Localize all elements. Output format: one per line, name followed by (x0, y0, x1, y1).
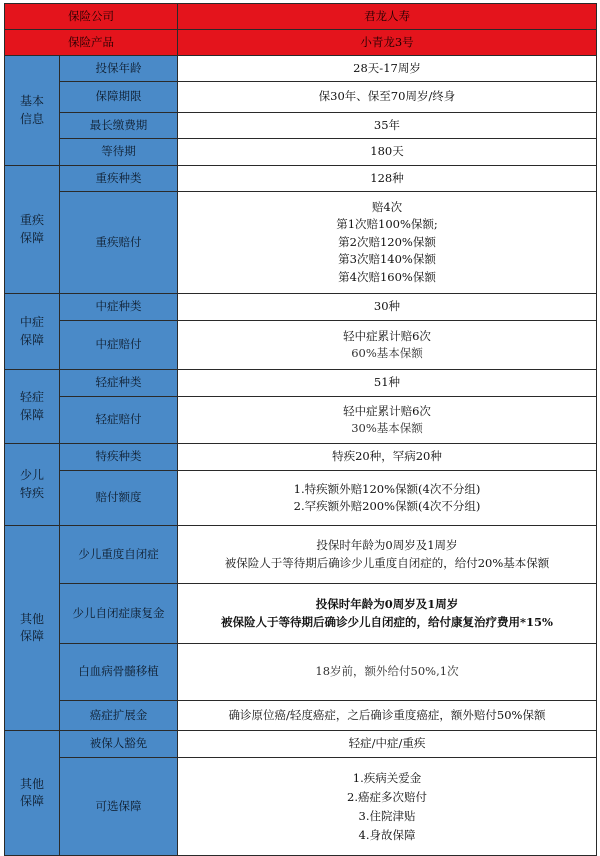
section-title-line: 保障 (19, 794, 44, 808)
value-line: 赔4次 (371, 199, 403, 214)
value-line: 投保时年龄为0周岁及1周岁 (316, 538, 458, 552)
value-line: 第2次赔120%保额 (338, 234, 436, 249)
row-label: 癌症扩展金 (60, 701, 178, 731)
row-label: 重疾赔付 (60, 192, 178, 294)
product-value: 小青龙3号 (178, 30, 597, 56)
row-label: 重疾种类 (60, 166, 178, 192)
product-label: 保险产品 (5, 30, 178, 56)
row-value: 确诊原位癌/轻度癌症，之后确诊重度癌症，额外赔付50%保额 (178, 701, 597, 731)
section-title-line: 信息 (19, 111, 44, 126)
header-row-company (5, 4, 597, 30)
table-row (5, 701, 597, 731)
value-line: 被保险人于等待期后确诊少儿重度自闭症的，给付20%基本保额 (224, 555, 550, 570)
row-label: 少儿重度自闭症 (60, 526, 178, 584)
table-row (5, 166, 597, 192)
company-label: 保险公司 (5, 4, 178, 30)
row-label: 中症赔付 (60, 321, 178, 370)
table-row (5, 731, 597, 758)
row-value: 35年 (178, 113, 597, 139)
section-title-line: 中症 (19, 315, 44, 329)
section-title-line: 基本 (19, 94, 44, 108)
row-value: 轻症/中症/重疾 (178, 731, 597, 758)
value-line: 30%基本保额 (351, 421, 423, 435)
row-value: 180天 (178, 139, 597, 166)
row-label: 白血病骨髓移植 (60, 644, 178, 701)
row-label: 特疾种类 (60, 444, 178, 471)
header-row-product (5, 30, 597, 56)
value-line: 2.罕疾额外赔200%保额(4次不分组) (293, 499, 481, 513)
value-line: 1.疾病关爱金 (352, 770, 422, 785)
value-line: 2.癌症多次赔付 (347, 789, 427, 804)
table-row (5, 444, 597, 471)
row-value (178, 397, 597, 444)
row-value (178, 584, 597, 644)
table-row (5, 397, 597, 444)
value-line: 第1次赔100%保额; (336, 217, 438, 232)
row-value: 特疾20种，罕病20种 (178, 444, 597, 471)
section-title-line: 少儿 (19, 468, 44, 482)
row-value: 51种 (178, 370, 597, 397)
section-critical-title (5, 166, 60, 294)
row-value: 28天-17周岁 (178, 56, 597, 82)
row-value: 18岁前，额外给付50%,1次 (178, 644, 597, 701)
row-label: 中症种类 (60, 294, 178, 321)
table-row (5, 644, 597, 701)
table-row (5, 56, 597, 82)
table-row (5, 192, 597, 294)
value-line: 60%基本保额 (351, 346, 423, 360)
section-title-line: 保障 (19, 332, 44, 347)
row-label: 保障期限 (60, 82, 178, 113)
row-value (178, 192, 597, 294)
section-other2-title (5, 731, 60, 856)
table-row (5, 584, 597, 644)
section-title-line: 其他 (19, 611, 44, 626)
table-row (5, 758, 597, 856)
table-row (5, 82, 597, 113)
section-title-line: 重疾 (19, 213, 44, 227)
row-label: 轻症赔付 (60, 397, 178, 444)
row-value: 128种 (178, 166, 597, 192)
section-child-title (5, 444, 60, 526)
section-moderate-title (5, 294, 60, 370)
row-value (178, 471, 597, 526)
row-label: 等待期 (60, 139, 178, 166)
row-value: 保30年、保至70周岁/终身 (178, 82, 597, 113)
section-mild-title (5, 370, 60, 444)
table-row (5, 321, 597, 370)
section-basic-title (5, 56, 60, 166)
table-row (5, 113, 597, 139)
table-row (5, 370, 597, 397)
value-line: 第4次赔160%保额 (338, 269, 436, 284)
table-row (5, 471, 597, 526)
value-line: 被保险人于等待期后确诊少儿自闭症的，给付康复治疗费用*15% (221, 614, 553, 629)
section-title-line: 保障 (19, 629, 44, 643)
value-line: 投保时年龄为0周岁及1周岁 (315, 597, 459, 611)
value-line: 3.住院津贴 (358, 808, 416, 823)
section-title-line: 保障 (19, 230, 44, 245)
section-title-line: 特疾 (19, 485, 44, 500)
section-title-line: 保障 (19, 407, 44, 422)
table-row (5, 526, 597, 584)
row-label: 最长缴费期 (60, 113, 178, 139)
row-label: 赔付额度 (60, 471, 178, 526)
company-value: 君龙人寿 (178, 4, 597, 30)
row-value: 30种 (178, 294, 597, 321)
row-label: 轻症种类 (60, 370, 178, 397)
value-line: 1.特疾额外赔120%保额(4次不分组) (293, 481, 481, 496)
row-label: 被保人豁免 (60, 731, 178, 758)
value-line: 轻中症累计赔6次 (343, 328, 431, 343)
value-line: 第3次赔140%保额 (338, 252, 436, 267)
row-value (178, 321, 597, 370)
section-title-line: 其他 (19, 776, 44, 791)
table-row (5, 294, 597, 321)
row-value (178, 758, 597, 856)
row-label: 可选保障 (60, 758, 178, 856)
section-other1-title (5, 526, 60, 731)
value-line: 轻中症累计赔6次 (343, 403, 431, 418)
insurance-table (4, 3, 597, 856)
row-label: 投保年龄 (60, 56, 178, 82)
section-title-line: 轻症 (19, 390, 44, 404)
row-label: 少儿自闭症康复金 (60, 584, 178, 644)
table-row (5, 139, 597, 166)
row-value (178, 526, 597, 584)
value-line: 4.身故保障 (358, 827, 416, 842)
